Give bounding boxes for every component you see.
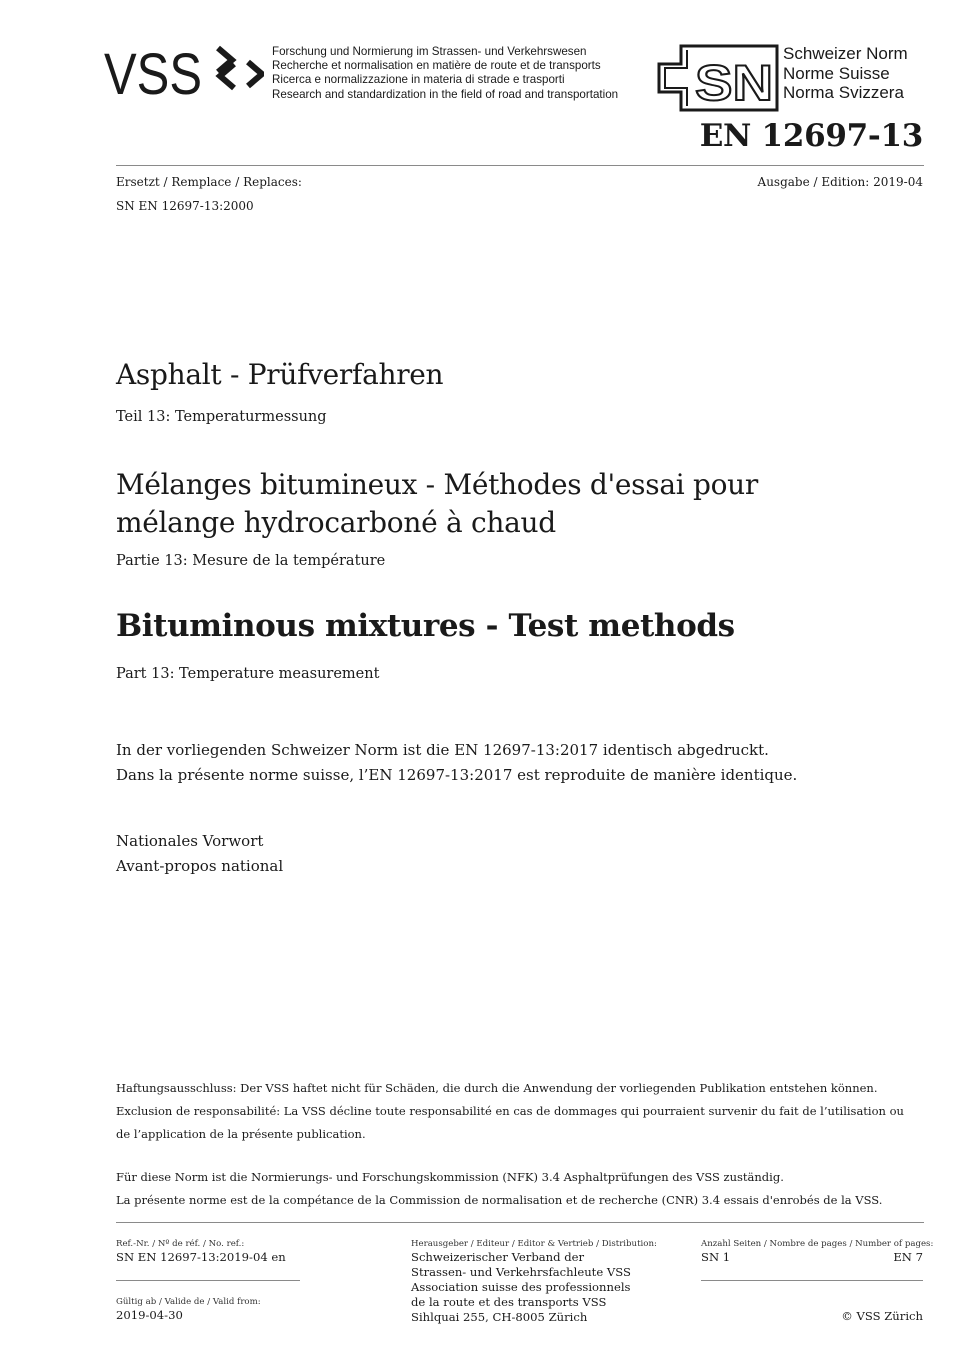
identical-notice-de: In der vorliegenden Schweizer Norm ist die EN 12697-13:2017 identisch abgedruckt. [116,741,769,759]
disclaimer-de: Haftungsausschluss: Der VSS haftet nicht für Schäden, die durch die Anwendung der vorliegenden Publikation entstehen können. [116,1081,878,1095]
part-en: Part 13: Temperature measurement [116,666,380,682]
pages-label: Anzahl Seiten / Nombre de pages / Number of pages: [701,1239,934,1249]
identical-notice-fr: Dans la présente norme suisse, l’EN 12697-13:2017 est reproduite de manière identique. [116,766,798,784]
vss-tagline-it: Ricerca e normalizzazione in materia di strade e trasporti [272,73,565,87]
vss-tagline-de: Forschung und Normierung im Strassen- und Verkehrswesen [272,45,587,58]
swiss-cross-sn-icon [657,44,779,112]
title-de: Asphalt - Prüfverfahren [116,358,444,391]
sn-logo-wordmark: SN [695,55,773,111]
committee-note [116,1166,882,1212]
ref-label: Ref.-Nr. / Nº de réf. / No. ref.: [116,1239,245,1249]
committee-fr: La présente norme est de la compétance de la Commission de normalisation et de recherche (CNR) 3.4 essais d'enrobés de la VSS. [116,1193,883,1207]
publisher-line: Schweizerischer Verband der [411,1250,585,1264]
edition: Ausgabe / Edition: 2019-04 [757,175,923,189]
vss-logo-wordmark: VSS [104,42,202,100]
foreword-fr: Avant-propos national [116,857,284,875]
ref-rule [116,1280,300,1281]
vss-tagline-en: Research and standardization in the field of road and transportation [272,87,619,101]
sn-label-de: Schweizer Norm [783,44,908,63]
identical-notice [116,738,797,788]
pages-rule [701,1280,923,1281]
pages-en: EN 7 [893,1250,923,1264]
footer-divider [116,1222,924,1223]
publisher-label: Herausgeber / Editeur / Editor & Vertrieb / Distribution: [411,1239,657,1249]
publisher-address [411,1250,631,1325]
publisher-line: Association suisse des professionnels [411,1280,631,1294]
title-fr-line1: Mélanges bitumineux - Méthodes d'essai pour [116,468,758,501]
copyright: © VSS Zürich [841,1309,923,1323]
replaces-value: SN EN 12697-13:2000 [116,199,254,213]
valid-value: 2019-04-30 [116,1308,183,1322]
ref-value: SN EN 12697-13:2019-04 en [116,1250,286,1264]
vss-logo [104,40,264,100]
publisher-line: Strassen- und Verkehrsfachleute VSS [411,1265,631,1279]
vss-logo-icon [104,40,264,100]
sn-logo [657,44,779,112]
title-fr [116,466,758,542]
replaces-label: Ersetzt / Remplace / Replaces: [116,175,302,189]
title-en: Bituminous mixtures - Test methods [116,608,735,644]
title-fr-line2: mélange hydrocarboné à chaud [116,506,556,539]
foreword-de: Nationales Vorwort [116,832,264,850]
disclaimer-fr-line1: Exclusion de responsabilité: La VSS décline toute responsabilité en cas de dommages qui pourraient survenir du fait de l’utilisation ou [116,1104,904,1118]
sn-label-it: Norma Svizzera [783,83,904,102]
vss-taglines [272,45,618,102]
committee-de: Für diese Norm ist die Normierungs- und Forschungskommission (NFK) 3.4 Asphaltprüfungen des VSS zuständig. [116,1170,784,1184]
publisher-line: Sihlquai 255, CH-8005 Zürich [411,1310,588,1324]
pages-sn: SN 1 [701,1250,731,1264]
part-fr: Partie 13: Mesure de la température [116,553,386,569]
document-number: EN 12697-13 [699,118,923,154]
header-divider [116,165,924,166]
national-foreword [116,829,283,879]
publisher-line: de la route et des transports VSS [411,1295,607,1309]
vss-tagline-fr: Recherche et normalisation en matière de route et de transports [272,59,601,73]
part-de: Teil 13: Temperaturmessung [116,409,327,425]
disclaimer [116,1077,904,1146]
valid-label: Gültig ab / Valide de / Valid from: [116,1297,261,1307]
disclaimer-fr-line2: de l’application de la présente publication. [116,1127,366,1141]
sn-label-fr: Norme Suisse [783,63,890,83]
sn-label [783,44,908,103]
